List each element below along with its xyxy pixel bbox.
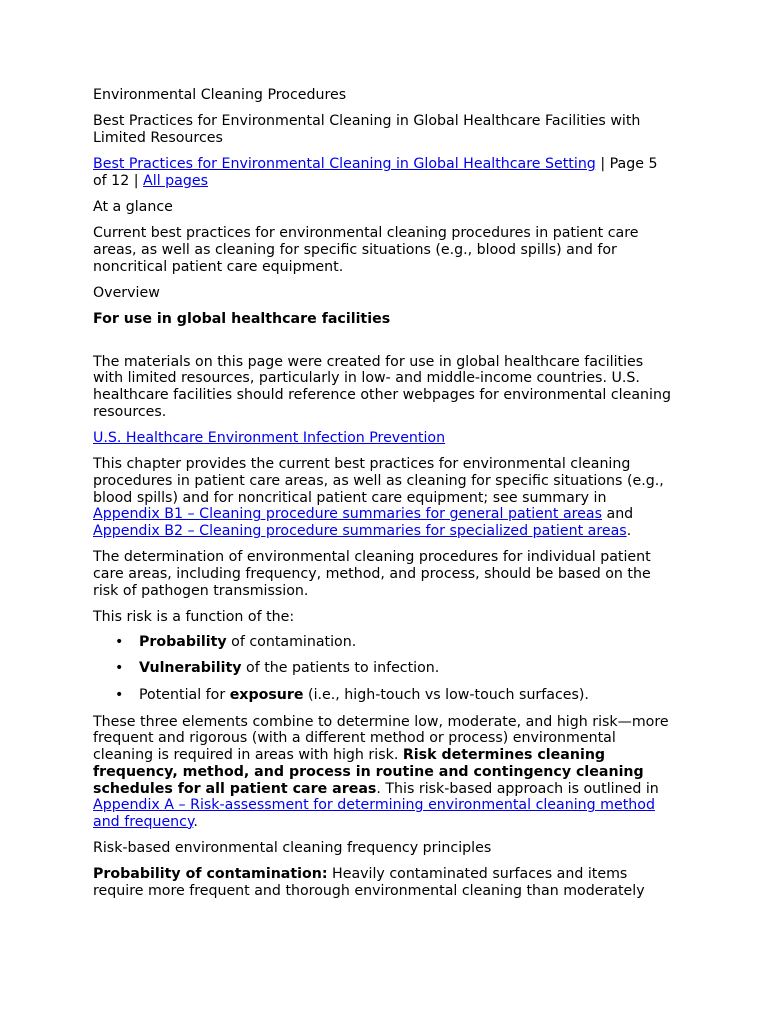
risk-intro: This risk is a function of the: xyxy=(93,608,295,625)
frequency-bold-lead: Probability of contamination: xyxy=(93,866,328,883)
series-link[interactable]: Best Practices for Environmental Cleaning in Global Healthcare Setting xyxy=(93,156,596,173)
appendix-b2-link[interactable]: Appendix B2 – Cleaning procedure summaries for specialized patient areas xyxy=(93,523,627,540)
list-item-bold: exposure xyxy=(229,686,304,703)
risk-list xyxy=(93,634,675,704)
page-indicator: | Page 5 of 12 | xyxy=(93,156,658,189)
page-title: Environmental Cleaning Procedures xyxy=(93,87,347,103)
list-item-bold: Vulnerability xyxy=(139,660,242,677)
bullet-icon: • xyxy=(115,686,124,703)
page-nav xyxy=(93,156,675,189)
bullet-icon: • xyxy=(115,633,124,650)
global-use-heading: For use in global healthcare facilities xyxy=(93,311,391,328)
determination-paragraph: The determination of environmental cleaning procedures for individual patient care areas, including frequency, method, and process, should be based on the risk of pathogen transmission. xyxy=(93,549,651,599)
elements-paragraph: These three elements combine to determine low, moderate, and high risk—more frequent and rigorous (with a different method or process) environmental cleaning is required in areas with high risk. Risk determines cleaning frequency, method, and process in routine and contingency cleaning schedules for all patient care areas. This risk-based approach is outlined in Appendix A – Risk-assessment for determining environmental cleaning method and frequency. xyxy=(93,713,669,830)
materials-paragraph: The materials on this page were created for use in global healthcare facilities with limited resources, particularly in low- and middle-income countries. U.S. healthcare facilities should reference other webpages for environmental cleaning resources. xyxy=(93,353,671,420)
page-subtitle: Best Practices for Environmental Cleaning in Global Healthcare Facilities with Limited Resources xyxy=(93,113,641,146)
frequency-paragraph: Probability of contamination: Heavily contaminated surfaces and items require more frequent and thorough environmental cleaning than moderately xyxy=(93,866,645,900)
overview-heading: Overview xyxy=(93,284,160,301)
chapter-text: This chapter provides the current best practices for environmental cleaning procedures in patient care areas, as well as cleaning for specific situations (e.g., blood spills) and for noncritical patient care equipment; see summary in xyxy=(93,456,664,506)
and-text: and xyxy=(601,506,634,523)
bullet-icon: • xyxy=(115,660,124,677)
appendix-b1-link[interactable]: Appendix B1 – Cleaning procedure summaries for general patient areas xyxy=(93,506,602,523)
risk-bold-statement: Risk determines cleaning frequency, method, and process in routine and contingency cleaning schedules for all patient care areas xyxy=(93,747,644,797)
period-text: . xyxy=(626,523,632,540)
at-a-glance-text: Current best practices for environmental cleaning procedures in patient care areas, as well as cleaning for specific situations (e.g., blood spills) and for noncritical patient care equipment. xyxy=(93,225,639,275)
chapter-paragraph xyxy=(93,456,675,540)
appendix-a-link[interactable]: Appendix A – Risk-assessment for determining environmental cleaning method and frequency xyxy=(93,797,655,830)
us-healthcare-link[interactable]: U.S. Healthcare Environment Infection Prevention xyxy=(93,430,446,447)
list-item: • Probability of contamination. xyxy=(115,633,357,650)
list-item: • Vulnerability of the patients to infection. xyxy=(115,660,440,677)
list-item: • Potential for exposure (i.e., high-touch vs low-touch surfaces). xyxy=(115,686,589,703)
all-pages-link[interactable]: All pages xyxy=(143,172,208,189)
at-a-glance-heading: At a glance xyxy=(93,199,173,216)
list-item-bold: Probability xyxy=(139,633,227,650)
frequency-heading: Risk-based environmental cleaning frequency principles xyxy=(93,840,492,857)
